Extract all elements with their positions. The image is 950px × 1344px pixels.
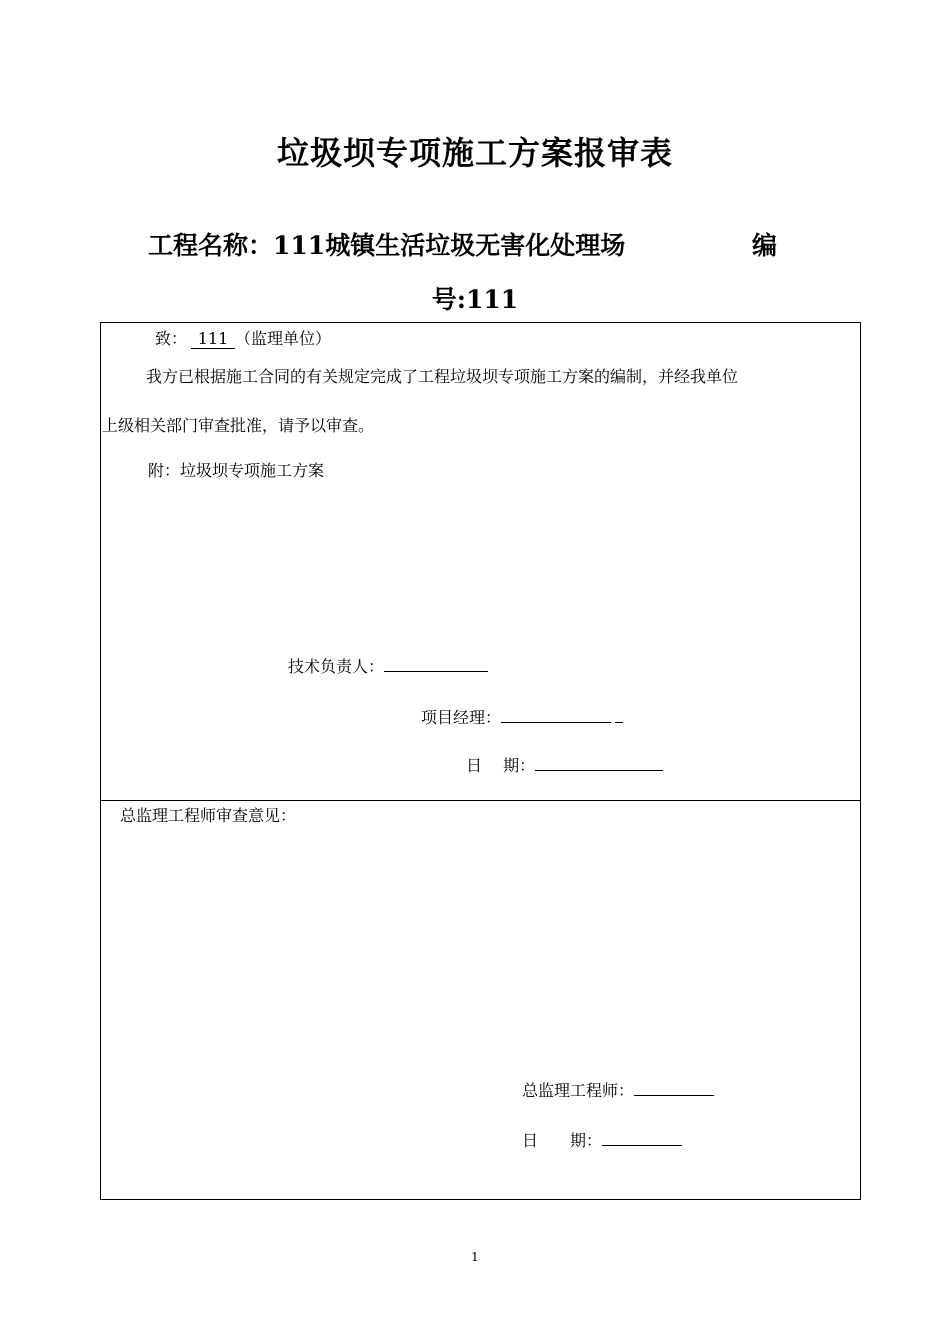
page-number: 1 xyxy=(471,1250,479,1264)
project-number-line xyxy=(0,280,950,316)
submission-section xyxy=(100,322,861,801)
addressee-label: 致： xyxy=(155,329,188,348)
project-manager-line xyxy=(421,704,623,728)
page-title: 垃圾坝专项施工方案报审表 xyxy=(276,134,673,172)
project-number-label-part1: 编 xyxy=(752,231,778,260)
review-opinion-label: 总监理工程师审查意见： xyxy=(120,806,297,825)
tech-lead-signature-blank xyxy=(384,653,488,672)
project-name-value: 111城镇生活垃圾无害化处理场 xyxy=(273,231,626,260)
body-text-line-1: 我方已根据施工合同的有关规定完成了工程垃圾坝专项施工方案的编制，并经我单位 xyxy=(146,367,739,386)
tech-lead-line xyxy=(288,653,488,677)
chief-engineer-signature-blank xyxy=(634,1077,714,1096)
review-date-blank xyxy=(602,1127,682,1146)
project-number-value: 111 xyxy=(466,285,519,314)
addressee-line xyxy=(155,326,331,349)
project-manager-blank-tail xyxy=(615,704,623,723)
addressee-suffix: （监理单位） xyxy=(235,329,332,348)
body-text-line-2: 上级相关部门审查批准，请予以审查。 xyxy=(102,416,375,435)
review-section xyxy=(100,800,861,1200)
chief-engineer-line xyxy=(522,1077,714,1101)
submission-date-blank xyxy=(535,752,663,771)
submission-date-label: 日 期： xyxy=(466,756,536,775)
tech-lead-label: 技术负责人： xyxy=(288,657,385,676)
project-manager-label: 项目经理： xyxy=(421,708,502,727)
addressee-value: 111 xyxy=(191,329,235,349)
attachment-line: 附：垃圾坝专项施工方案 xyxy=(148,461,325,480)
project-manager-signature-blank xyxy=(501,704,611,723)
project-number-label-part2: 号: xyxy=(431,285,467,314)
submission-date-line xyxy=(466,752,663,776)
review-date-label: 日 期： xyxy=(522,1131,603,1150)
review-date-line xyxy=(522,1127,682,1151)
project-name-label: 工程名称： xyxy=(148,231,274,260)
project-name-line xyxy=(148,226,625,262)
chief-engineer-label: 总监理工程师： xyxy=(522,1081,635,1100)
